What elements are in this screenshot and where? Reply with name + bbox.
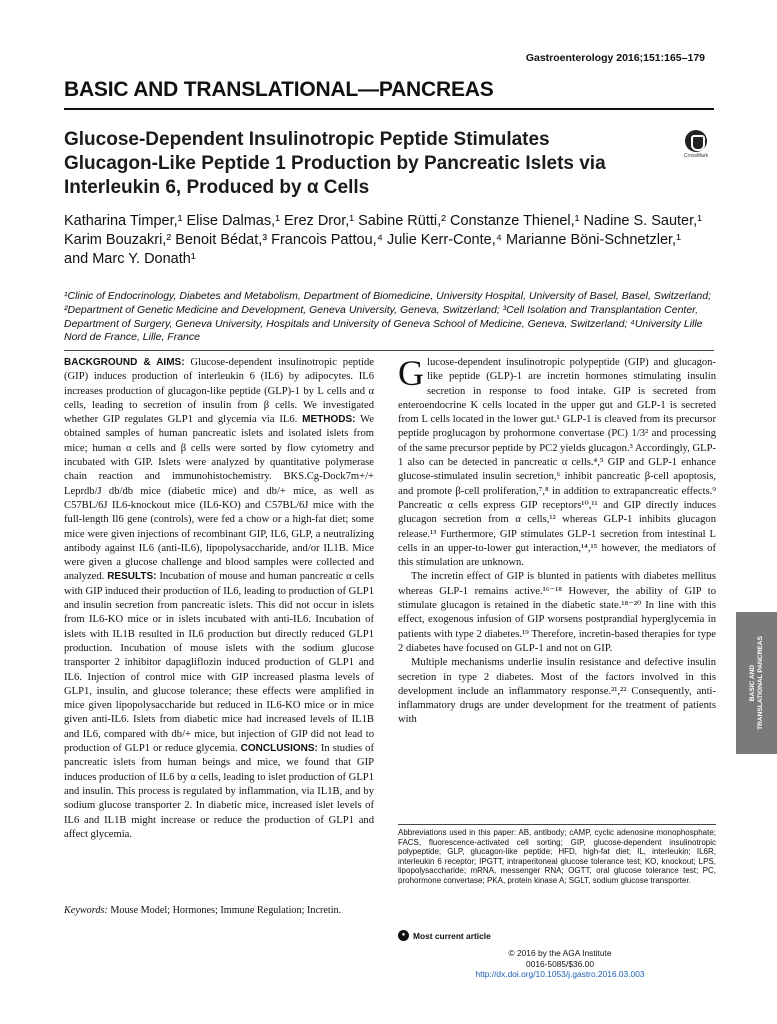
article-title: Glucose-Dependent Insulinotropic Peptide Stimulates Glucagon-Like Peptide 1 Production by Pancreatic Islets via Interleukin 6, Produced by α Cells: [64, 129, 606, 198]
body-paragraph-2: The incretin effect of GIP is blunted in patients with diabetes mellitus whereas GLP-1 remains active.¹⁶⁻¹⁸ However, the ability of GIP to stimulate glucagon is retained in the diabetic state.¹⁸⁻²⁰ In line with this effect, exogenous infusion of GIP worsens postprandial hyperglycemia in patients with type 2 diabetes.¹⁹ Therefore, incretin-based therapies for type 2 diabetes have focused on GLP-1 and not on GIP.: [398, 571, 716, 654]
issn-text: 0016-5085/$36.00: [526, 958, 594, 969]
body-column: [398, 353, 716, 728]
section-side-tab: [736, 612, 777, 754]
conclusions-label: CONCLUSIONS:: [240, 743, 318, 755]
crossmark-label: CrossMark: [683, 153, 709, 159]
doi-link[interactable]: http://dx.doi.org/10.1053/j.gastro.2016.03.003: [475, 969, 645, 980]
author-list: Katharina Timper,¹ Elise Dalmas,¹ Erez Dror,¹ Sabine Rütti,² Constanze Thienel,¹ Nadine S. Sauter,¹ Karim Bouzakri,² Benoit Bédat,³ Francois Pattou,⁴ Julie Kerr-Conte,⁴ Marianne Böni-Schnetzler,¹ and Marc Y. Donath¹: [64, 213, 703, 267]
body-paragraph-1: [398, 353, 716, 570]
most-current-label: Most current article: [413, 930, 491, 941]
abstract-column: [64, 356, 374, 916]
keywords-text: Mouse Model; Hormones; Immune Regulation; Incretin.: [107, 905, 342, 916]
body-paragraph-3: Multiple mechanisms underlie insulin resistance and defective insulin secretion in type 2 diabetes. Most of the factors involved in this development include an inflammatory response.²¹,²² Consequently, anti-inflammatory drugs are under development for the treatment of patients with: [398, 657, 716, 726]
abstract: [64, 356, 374, 842]
side-tab-line-1: BASIC AND: [748, 664, 756, 702]
crossmark-badge[interactable]: [676, 130, 716, 159]
journal-reference: Gastroenterology 2016;151:165–179: [525, 52, 705, 64]
abbreviations-footnote: Abbreviations used in this paper: AB, antibody; cAMP, cyclic adenosine monophosphate; FACS, fluorescence-activated cell sorting; GIP, glucose-dependent insulinotropic polypeptide; GLP, glucagon-like peptide; HFD, high-fat diet; IL, interleukin; IL6R, interleukin 6 receptor; IPGTT, intraperitoneal glucose tolerance test; KO, knockout; LPS, lipopolysaccharide; mRNA, messenger RNA; OGTT, oral glucose tolerance test; PC, prohormone convertase; PKA, protein kinase A; SGLT, sodium glucose transporter.: [398, 828, 716, 885]
header-divider: [64, 108, 714, 110]
crossmark-icon: [685, 130, 707, 152]
methods-text: We obtained samples of human pancreatic islets and isolated islets from mice; human α cells and β cells were sorted by flow cytometry and incubated with GIP. Islets were analyzed by quantitative polymerase chain reaction and immunohistochemistry. BKS.Cg-Dock7m+/+ Leprdb/J db/db mice (diabetic mice) and db/+ mice, as well as C57BL/6J IL6-knockout mice (IL6-KO) and C57BL/6J mice with the full-length Il6 gene (controls), were fed a chow or a high-fat diet; some mice were given injections of recombinant GIP, IL6, GLP, a neutralizing antibody against IL6 (anti-IL6), lipopolysaccharide, and/or IL1B. Mice were given a glucose challenge and blood samples were collected and analyzed.: [64, 414, 374, 583]
results-label: RESULTS:: [107, 571, 157, 583]
keywords-label: Keywords:: [64, 905, 108, 916]
keywords: [64, 904, 374, 918]
results-text: Incubation of mouse and human pancreatic α cells with GIP induced their production of IL6, leading to production of GLP1 and insulin secretion from pancreatic islets. This did not occur in islets from IL6-KO mice or in islets incubated with anti-IL6. Incubation of islets with IL1B resulted in IL6 production but directly reduced GLP1 production. Incubation of mouse islets with the sodium glucose transporter 2 inhibitor dapagliflozin induced production of GLP1 and IL6. Injection of control mice with GIP increased plasma levels of GLP1, insulin, and glucose tolerance; these effects were amplified in mice given lipopolysaccharide but reduced in IL6-KO mice or in mice given anti-IL6. Islets from diabetic mice had increased levels of IL1B and IL6, compared with db/+ mice, but injection of GIP did not lead to production of GLP1 or reduce glycemia.: [64, 571, 374, 755]
background-label: BACKGROUND & AIMS:: [64, 357, 185, 368]
conclusions-text: In studies of pancreatic islets from human beings and mice, we found that GIP induces production of IL6 by α cells, leading to islet production of GLP1 and insulin. This process is regulated by inflammation, via IL1B, and by sodium glucose transporter 2. In diabetic mice, increased islet levels of IL6 and IL1B might increase or reduce the production of GLP1 and affect glycemia.: [64, 743, 374, 840]
section-heading: BASIC AND TRANSLATIONAL—PANCREAS: [64, 78, 494, 101]
footnote-divider: [398, 824, 716, 825]
affiliations: ¹Clinic of Endocrinology, Diabetes and Metabolism, Department of Biomedicine, University Hospital, University of Basel, Basel, Switzerland; ²Department of Genetic Medicine and Development, Geneva University, Geneva, Switzerland; ³Cell Isolation and Transplantation Center, Department of Surgery, Geneva University, Hospitals and University of Geneva School of Medicine, Geneva, Switzerland; ⁴University Lille Nord de France, Lille, France: [64, 290, 712, 344]
copyright-text: © 2016 by the AGA Institute: [508, 948, 612, 958]
body-paragraph-1-text: lucose-dependent insulinotropic polypeptide (GIP) and glucagon-like peptide (GLP)-1 are incretin hormones stimulating insulin secretion in response to food intake. GIP is secreted from enteroendocrine K cells located in the upper gut and GLP-1 is secreted from L cells located in the lower gut.¹ GLP-1 is cleaved from its precursor peptide proglucagon by prohormone convertase (PC) 1/3² and processing of the same precursor peptide by PC2 yields glucagon.³ Accordingly, GLP-1 also can be detected in pancreatic α cells.⁴,⁵ GIP and GLP-1 enhance glucose-stimulated insulin secretion,⁶ inhibit pancreatic β-cell apoptosis, and promote β-cell proliferation,⁷,⁸ in addition to extrapancreatic effects.⁹ Pancreatic α cells express GIP receptors¹⁰,¹¹ and GIP directly induces glucagon secretion from α cells,¹² whereas GLP-1 inhibits glucagon release.¹³ Furthermore, GIP stimulates GLP-1 secretion from intestinal L cells in an upper-to-lower gut interaction,¹⁴,¹⁵ however, the mediators of this stimulation are unknown.: [398, 357, 716, 569]
side-tab-line-2: TRANSLATIONAL PANCREAS: [756, 636, 764, 730]
most-current-icon: ●: [398, 930, 409, 941]
affiliation-divider: [64, 350, 714, 351]
most-current-article[interactable]: [398, 930, 491, 941]
copyright-block: [460, 948, 660, 980]
drop-cap: G: [398, 353, 424, 393]
side-tab-text: [749, 613, 765, 753]
methods-label: METHODS:: [302, 414, 356, 426]
background-text: Glucose-dependent insulinotropic peptide (GIP) induces production of interleukin 6 (IL6) by adipocytes. IL6 increases production of glucagon-like peptide (GLP)-1 by L cells and α cells, leading to secretion of insulin from β cells. We investigated whether GIP regulates GLP1 and glycemia via IL6.: [64, 357, 374, 426]
